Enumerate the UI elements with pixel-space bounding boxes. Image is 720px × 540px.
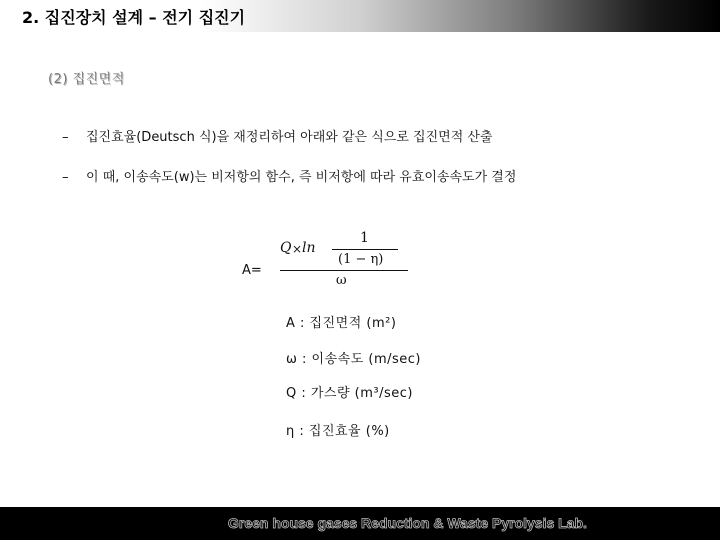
bullet-item [62,166,516,185]
formula-lhs: A= [242,263,262,278]
area-formula [280,228,410,292]
main-fraction-line [280,270,408,271]
section-subheading: (2) 집진면적 [48,72,125,87]
legend-item-area: A : 집진면적 (m²) [286,316,397,331]
bullet-text: 이 때, 이송속도(w)는 비저항의 함수, 즉 비저항에 따라 유효이송속도가 결정 [86,170,517,185]
bullet-item [62,126,493,145]
inner-fraction-line [332,249,398,250]
title-bar [0,0,720,32]
bullet-dash: – [62,170,69,185]
formula-q: Q [280,240,292,256]
formula-numerator: 1 [360,230,369,246]
formula-denominator: (1 − η) [338,252,384,267]
bullet-text: 집진효율(Deutsch 식)을 재정리하여 아래와 같은 식으로 집진면적 산출 [86,130,493,145]
bullet-dash: – [62,130,69,145]
footer-bar [0,507,720,540]
legend-item-velocity: ω : 이송속도 (m/sec) [286,352,422,367]
formula-times: × [292,242,303,256]
footer-lab-name: Green house gases Reduction & Waste Pyrolysis Lab. [228,515,587,531]
formula-ln: ln [302,240,316,256]
formula-divisor: ω [336,273,347,288]
legend-item-efficiency: η : 집진효율 (%) [286,424,390,439]
slide-title: 2. 집진장치 설계 – 전기 집진기 [22,8,246,27]
legend-item-gas-flow: Q : 가스량 (m³/sec) [286,386,414,401]
